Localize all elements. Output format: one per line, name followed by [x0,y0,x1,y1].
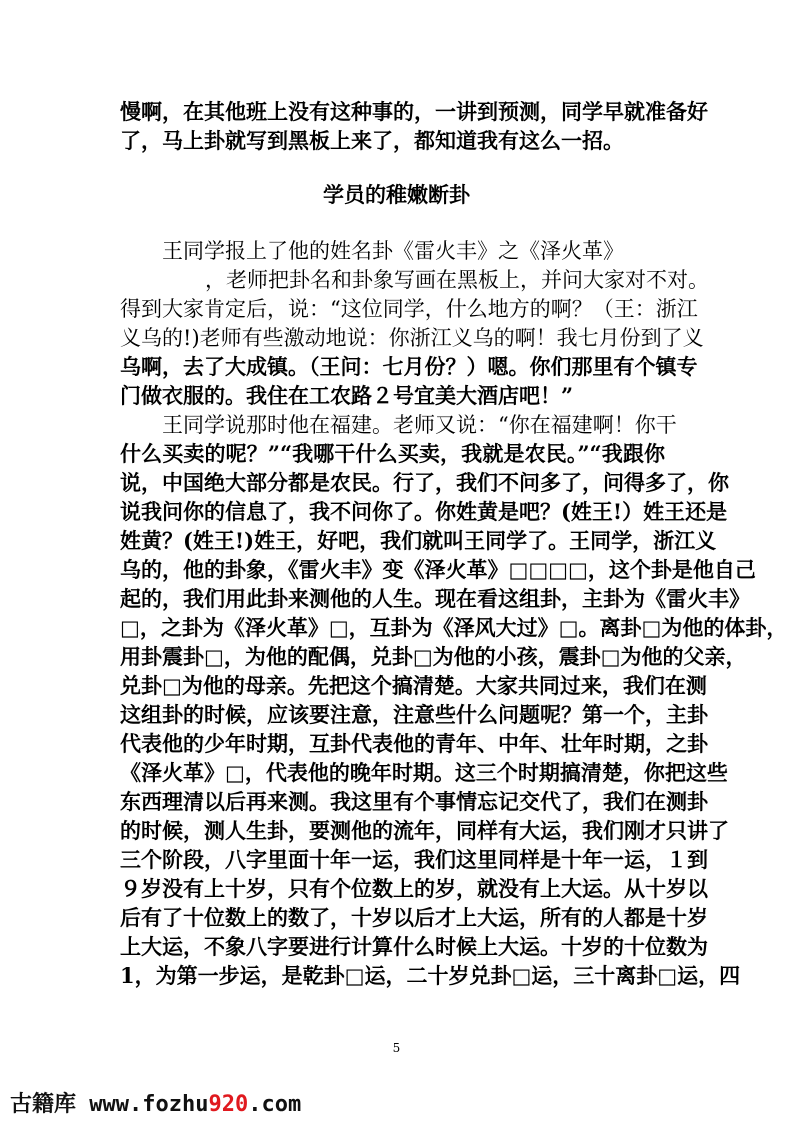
text-line: 门做衣服的。我住在工农路２号宜美大酒店吧！” [120,383,574,408]
page-number: 5 [392,1041,401,1055]
text-line: 后有了十位数上的数了，十岁以后才上大运，所有的人都是十岁 [120,905,708,930]
text-line: 1，为第一步运，是乾卦□运，二十岁兑卦□运，三十离卦□运，四 [120,963,741,988]
text-line: 得到大家肯定后，说：“这位同学，什么地方的啊？（王：浙江 [120,297,698,321]
text-line: 的时候，测人生卦，要测他的流年，同样有大运，我们刚才只讲了 [120,818,729,843]
text-line: 上大运，不象八字要进行计算什么时候上大运。十岁的十位数为 [120,934,708,959]
text-line: 义乌的!)老师有些激动地说：你浙江义乌的啊！我七月份到了义 [120,326,704,350]
watermark-prefix: 古籍库 www.fozhu [10,1092,209,1117]
text-line: 兑卦□为他的母亲。先把这个搞清楚。大家共同过来，我们在测 [120,673,707,698]
text-line: 起的，我们用此卦来测他的人生。现在看这组卦，主卦为《雷火丰》 [120,586,750,611]
text-line: 乌的，他的卦象，《雷火丰》变《泽火革》□□□□，这个卦是他自己 [120,557,756,582]
text-line: ９岁没有上十岁，只有个位数上的岁，就没有上大运。从十岁以 [120,876,708,901]
text-line: 姓黄？(姓王!)姓王，好吧，我们就叫王同学了。王同学，浙江义 [120,528,717,553]
site-watermark [10,1087,301,1118]
text-line: 说，中国绝大部分都是农民。行了，我们不问多了，问得多了，你 [120,470,729,495]
text-line: 《泽火革》□，代表他的晚年时期。这三个时期搞清楚，你把这些 [120,760,728,785]
text-line: 三个阶段，八字里面十年一运，我们这里同样是十年一运，１到 [120,847,708,872]
text-line: 王同学说那时他在福建。老师又说：“你在福建啊！你干 [162,413,677,437]
text-line: □，之卦为《泽火革》□，互卦为《泽风大过》□。离卦□为他的体卦， [120,615,788,640]
text-line: 东西理清以后再来测。我这里有个事情忘记交代了，我们在测卦 [120,789,708,814]
text-line: 用卦震卦□，为他的配偶，兑卦□为他的小孩，震卦□为他的父亲， [120,644,747,669]
text-line: 乌啊，去了大成镇。（王问：七月份？）嗯。你们那里有个镇专 [120,354,698,379]
text-line: 这组卦的时候，应该要注意，注意些什么问题呢？第一个，主卦 [120,702,708,727]
text-line: 慢啊，在其他班上没有这种事的，一讲到预测，同学早就准备好 [120,99,708,124]
text-line: 了，马上卦就写到黑板上来了，都知道我有这么一招。 [120,128,624,153]
watermark-suffix: .com [248,1092,302,1117]
text-line: 说我问你的信息了，我不问你了。你姓黄是吧？(姓王!）姓王还是 [120,499,728,524]
watermark-number: 920 [208,1092,249,1117]
text-line: 代表他的少年时期，互卦代表他的青年、中年、壮年时期，之卦 [120,731,708,756]
text-line: 什么买卖的呢？”“我哪干什么买卖，我就是农民。”“我跟你 [120,441,665,466]
section-heading: 学员的稚嫩断卦 [323,182,470,207]
text-line: 王同学报上了他的姓名卦《雷火丰》之《泽火革》 [162,239,624,263]
text-line: ，老师把卦名和卦象写画在黑板上，并问大家对不对。 [205,268,709,292]
